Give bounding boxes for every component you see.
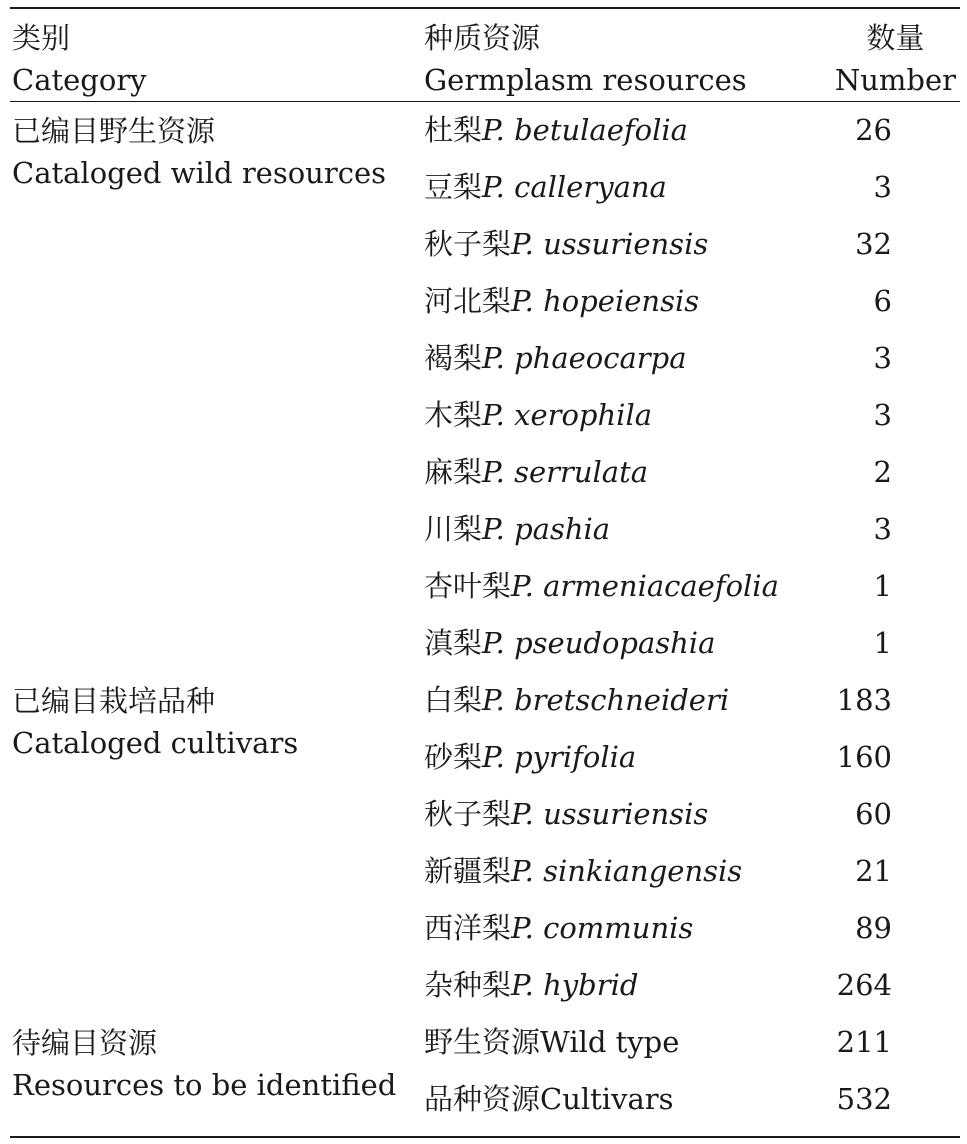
number-cell: 1 (873, 626, 892, 660)
number-cell: 264 (836, 968, 892, 1002)
germplasm-chinese-name: 杂种梨 (424, 968, 512, 1002)
table-bottom-rule (10, 1136, 960, 1138)
germplasm-chinese-name: 豆梨 (424, 170, 483, 204)
header-germplasm-zh: 种质资源 (424, 21, 541, 55)
germplasm-chinese-name: 川梨 (424, 512, 483, 546)
category-zh: 已编目栽培品种 (12, 684, 216, 718)
germplasm-chinese-name: 杏叶梨 (424, 569, 512, 603)
germplasm-chinese-name: 河北梨 (424, 284, 512, 318)
germplasm-cell (424, 338, 687, 378)
header-number (835, 17, 956, 101)
germplasm-cell (424, 794, 708, 834)
category-zh: 待编目资源 (12, 1026, 158, 1060)
header-germplasm-en: Germplasm resources (424, 63, 747, 97)
table-row (10, 1071, 960, 1128)
table-row (10, 273, 960, 330)
germplasm-chinese-name: 野生资源 (424, 1025, 541, 1059)
header-category-zh: 类别 (12, 21, 71, 55)
germplasm-scientific-name: P. xerophila (482, 398, 653, 432)
germplasm-cell (424, 680, 729, 720)
germplasm-chinese-name: 秋子梨 (424, 227, 512, 261)
table-row (10, 444, 960, 501)
header-number-en: Number (834, 63, 956, 97)
germplasm-scientific-name: P. hopeiensis (511, 284, 700, 318)
category-en: Resources to be identified (12, 1068, 397, 1102)
germplasm-cell (424, 509, 610, 549)
germplasm-cell (424, 110, 688, 150)
germplasm-chinese-name: 杜梨 (424, 113, 483, 147)
table-row (10, 216, 960, 273)
germplasm-scientific-name: P. betulaefolia (482, 113, 688, 147)
germplasm-english-name: Cultivars (540, 1082, 674, 1116)
germplasm-cell (424, 224, 708, 264)
germplasm-chinese-name: 新疆梨 (424, 854, 512, 888)
number-cell: 26 (855, 113, 892, 147)
table-row (10, 159, 960, 216)
number-cell: 2 (873, 455, 892, 489)
germplasm-cell (424, 452, 648, 492)
table-row (10, 558, 960, 615)
germplasm-chinese-name: 滇梨 (424, 626, 483, 660)
germplasm-scientific-name: P. ussuriensis (511, 797, 709, 831)
number-cell: 3 (873, 170, 892, 204)
number-cell: 21 (855, 854, 892, 888)
germplasm-scientific-name: P. armeniacaefolia (511, 569, 779, 603)
germplasm-cell (424, 281, 699, 321)
header-number-zh: 数量 (866, 21, 925, 55)
header-category-en: Category (12, 63, 147, 97)
table-row (10, 102, 960, 159)
germplasm-chinese-name: 褐梨 (424, 341, 483, 375)
table-row (10, 900, 960, 957)
table-row (10, 615, 960, 672)
number-cell: 3 (873, 341, 892, 375)
germplasm-scientific-name: P. phaeocarpa (482, 341, 687, 375)
germplasm-scientific-name: P. serrulata (482, 455, 649, 489)
number-cell: 183 (836, 683, 892, 717)
number-cell: 32 (855, 227, 892, 261)
number-cell: 3 (873, 512, 892, 546)
category-en: Cataloged cultivars (12, 726, 299, 760)
germplasm-cell (424, 908, 693, 948)
germplasm-chinese-name: 西洋梨 (424, 911, 512, 945)
number-cell: 160 (836, 740, 892, 774)
table-body (10, 102, 960, 1136)
germplasm-cell (424, 1079, 674, 1119)
table-row (10, 843, 960, 900)
table-header (10, 9, 960, 101)
germplasm-cell (424, 167, 667, 207)
germplasm-cell (424, 737, 636, 777)
table-row (10, 501, 960, 558)
germplasm-chinese-name: 白梨 (424, 683, 483, 717)
table-row (10, 330, 960, 387)
germplasm-cell (424, 623, 715, 663)
germplasm-scientific-name: P. pashia (482, 512, 611, 546)
number-cell: 211 (836, 1025, 892, 1059)
table-row (10, 786, 960, 843)
germplasm-chinese-name: 麻梨 (424, 455, 483, 489)
table-row (10, 957, 960, 1014)
germplasm-scientific-name: P. pseudopashia (482, 626, 716, 660)
number-cell: 3 (873, 398, 892, 432)
germplasm-scientific-name: P. sinkiangensis (511, 854, 743, 888)
germplasm-chinese-name: 木梨 (424, 398, 483, 432)
germplasm-scientific-name: P. communis (511, 911, 694, 945)
germplasm-cell (424, 851, 742, 891)
number-cell: 1 (873, 569, 892, 603)
table-row (10, 387, 960, 444)
category-zh: 已编目野生资源 (12, 114, 216, 148)
header-category (12, 17, 147, 101)
category-en: Cataloged wild resources (12, 156, 387, 190)
germplasm-english-name: Wild type (540, 1025, 680, 1059)
table-row (10, 672, 960, 729)
germplasm-cell (424, 395, 652, 435)
germplasm-cell (424, 965, 638, 1005)
germplasm-scientific-name: P. ussuriensis (511, 227, 709, 261)
germplasm-chinese-name: 砂梨 (424, 740, 483, 774)
germplasm-scientific-name: P. calleryana (482, 170, 667, 204)
table-row (10, 1014, 960, 1071)
number-cell: 89 (855, 911, 892, 945)
germplasm-cell (424, 1022, 679, 1062)
germplasm-scientific-name: P. pyrifolia (482, 740, 637, 774)
germplasm-table (10, 7, 960, 1138)
number-cell: 60 (855, 797, 892, 831)
table-row (10, 729, 960, 786)
germplasm-scientific-name: P. hybrid (511, 968, 639, 1002)
germplasm-cell (424, 566, 779, 606)
germplasm-chinese-name: 秋子梨 (424, 797, 512, 831)
number-cell: 6 (873, 284, 892, 318)
number-cell: 532 (836, 1082, 892, 1116)
germplasm-chinese-name: 品种资源 (424, 1082, 541, 1116)
germplasm-scientific-name: P. bretschneideri (482, 683, 730, 717)
header-germplasm (424, 17, 747, 101)
